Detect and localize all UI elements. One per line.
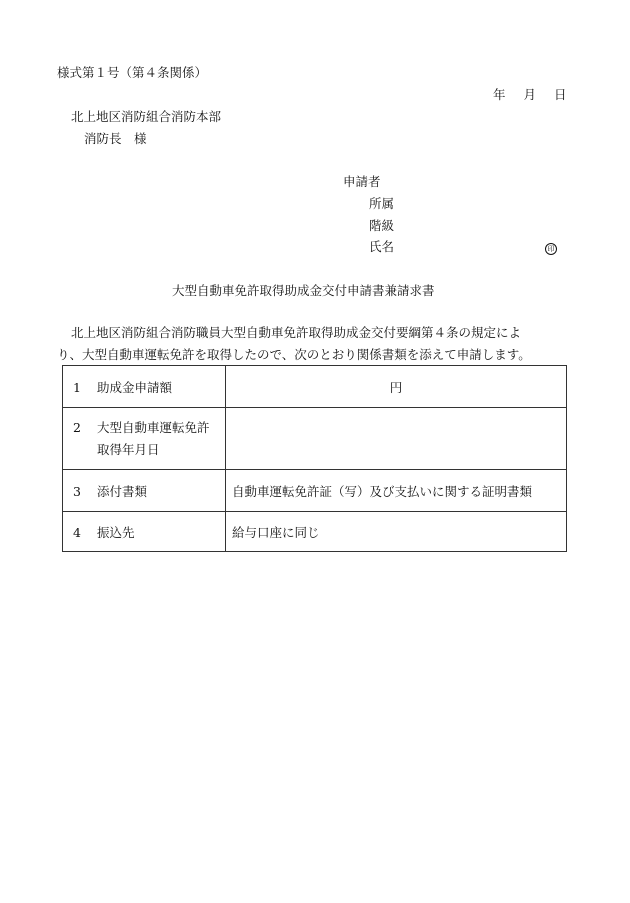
row-label: 振込先 bbox=[97, 524, 135, 540]
row-label-cell bbox=[63, 512, 226, 552]
row-number: 4 bbox=[73, 524, 81, 540]
row-label-cell bbox=[63, 408, 226, 470]
row-label-line1: 大型自動車運転免許 bbox=[97, 419, 210, 435]
row-number: 1 bbox=[73, 379, 81, 395]
addressee-organization: 北上地区消防組合消防本部 bbox=[71, 109, 222, 124]
applicant-affiliation-label: 所属 bbox=[369, 196, 395, 211]
table-row bbox=[63, 408, 567, 470]
date-day: 日 bbox=[553, 87, 567, 102]
seal-icon: 印 bbox=[545, 243, 557, 255]
date-month: 月 bbox=[523, 87, 536, 102]
seal-mark bbox=[545, 241, 557, 255]
row-value-cell bbox=[226, 512, 567, 552]
document-title: 大型自動車免許取得助成金交付申請書兼請求書 bbox=[172, 283, 435, 298]
row-value: 給与口座に同じ bbox=[232, 524, 320, 540]
row-label: 助成金申請額 bbox=[97, 379, 173, 395]
row-value: 円 bbox=[389, 379, 403, 395]
application-table bbox=[62, 365, 567, 552]
applicant-heading: 申請者 bbox=[343, 174, 381, 189]
row-label-line2: 取得年月日 bbox=[97, 441, 160, 457]
row-value: 自動車運転免許証（写）及び支払いに関する証明書類 bbox=[232, 483, 533, 499]
date-year: 年 bbox=[493, 87, 506, 102]
form-number: 様式第１号（第４条関係） bbox=[57, 65, 208, 80]
date-line bbox=[493, 89, 566, 102]
applicant-rank-label: 階級 bbox=[369, 218, 395, 233]
row-value-cell bbox=[226, 470, 567, 512]
row-number: 3 bbox=[73, 483, 81, 499]
applicant-name-label: 氏名 bbox=[369, 239, 395, 254]
row-value-cell bbox=[226, 366, 567, 408]
body-text-line2: り、大型自動車運転免許を取得したので、次のとおり関係書類を添えて申請します。 bbox=[57, 347, 531, 362]
row-label-cell bbox=[63, 470, 226, 512]
row-label: 添付書類 bbox=[97, 483, 148, 499]
row-number: 2 bbox=[73, 419, 81, 435]
addressee-title: 消防長 様 bbox=[84, 131, 147, 146]
table-row bbox=[63, 470, 567, 512]
table-row bbox=[63, 366, 567, 408]
row-value-cell bbox=[226, 408, 567, 470]
row-label-cell bbox=[63, 366, 226, 408]
table-row bbox=[63, 512, 567, 552]
body-text-line1: 北上地区消防組合消防職員大型自動車免許取得助成金交付要綱第４条の規定によ bbox=[71, 325, 522, 340]
